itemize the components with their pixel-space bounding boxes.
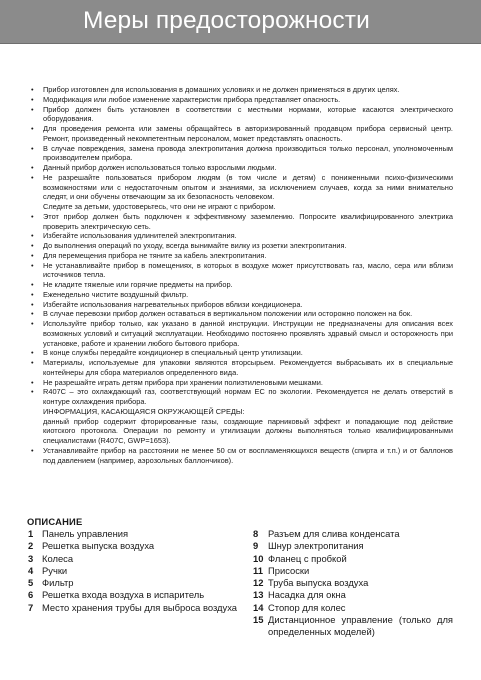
warning-text: • Прибор должен быть установлен в соответствии с местными нормами, которые касаются электрического оборудования. [43,104,453,124]
warnings-list [30,85,453,465]
warning-item [30,300,453,310]
part-item [253,589,453,601]
part-label: Ручки [42,564,68,576]
part-label: Разъем для слива конденсата [268,528,400,539]
part-number: 11 [253,564,263,576]
part-item [253,540,453,552]
part-number: 15 [253,614,264,626]
part-label: Колеса [42,552,74,564]
warning-text: • Данный прибор должен использоваться только взрослыми людьми. [43,163,277,172]
warning-item [30,105,453,125]
warning-item [30,85,453,95]
part-label: Место хранения трубы для выброса воздуха [42,601,238,613]
part-number: 6 [28,589,34,601]
warning-item [30,124,453,144]
part-item [28,553,238,565]
warning-text: ИНФОРМАЦИЯ, КАСАЮЩАЯСЯ ОКРУЖАЮЩЕЙ СРЕДЫ: [43,406,245,416]
part-item [253,565,453,577]
part-label: Панель управления [42,528,129,539]
part-item [253,553,453,565]
warning-text: • R407C – это охлаждающий газ, соответствующий нормам ЕС по экологии. Рекомендуется не делать отверстий в контуре охлаждения прибора. [43,387,453,406]
part-label: Труба выпуска воздуха [268,577,369,589]
warning-text: данный прибор содержит фторированные газы, создающие парниковый эффект и попадающие под действие киотского протокола. Операции по ремонту и утилизации должны выполняться только квалифицированными специалистами (R407C, GWP=1653). [43,416,453,445]
warning-text: • Избегайте использования нагревательных приборов вблизи кондиционера. [43,299,303,309]
parts-list-left [28,528,238,614]
warning-text: • Не разрешайте пользоваться прибором людям (в том числе и детям) с пониженными психо-физическими возможностями или с недостаточным опытом и знаниями, за исключением случаев, когда за ними внимательно следят, и они обучены отвечающим за их безопасность человеком. [43,172,453,202]
warning-item [30,280,453,290]
warning-text: • Прибор изготовлен для использования в домашних условиях и не должен применяться в других целях. [43,85,400,94]
part-item [28,602,238,614]
part-label: Дистанционное управление (только для определенных моделей) [268,614,453,638]
part-item [28,540,238,552]
part-item [253,528,453,540]
description-title: ОПИСАНИЕ [27,516,83,527]
warning-text: • В случае повреждения, замена провода электропитания должна производиться только персонал, уполномоченным производителем прибора. [43,143,453,163]
warning-text: • Не разрешайте играть детям прибора при хранении полиэтиленовыми мешками. [43,377,323,387]
part-label: Решетка входа воздуха в испаритель [42,589,205,601]
warning-item [30,446,453,466]
warning-text: • Еженедельно чистите воздушный фильтр. [43,289,189,299]
warning-item [30,95,453,105]
warning-text: • Не кладите тяжелые или горячие предметы на прибор. [43,280,233,289]
warning-item [30,387,453,446]
part-number: 9 [253,540,259,552]
part-number: 1 [28,528,34,539]
warning-item [30,163,453,173]
warning-text: • Этот прибор должен быть подключен к эффективному заземлению. Попросите квалифицированного электрика проверить электрическую сеть. [43,211,453,231]
part-number: 10 [253,552,264,564]
part-item [28,528,238,540]
part-label: Присоски [268,564,310,576]
warning-item [30,251,453,261]
part-label: Стопор для колес [268,601,346,613]
warning-item [30,144,453,164]
warning-text: Следите за детьми, удостоверьтесь, что они не играют с прибором. [43,202,276,211]
part-item [28,577,238,589]
warning-text: • Не устанавливайте прибор в помещениях, в которых в воздухе может присутствовать газ, масло, сера или вблизи источников тепла. [43,260,453,280]
warning-item [30,319,453,348]
warning-item [30,348,453,358]
warning-item [30,309,453,319]
part-number: 7 [28,601,34,613]
warning-text: • Материалы, используемые для упаковки являются вторсырьем. Рекомендуется выбрасывать их в специальные контейнеры для сбора материалов определенного вида. [43,358,453,377]
part-number: 3 [28,552,34,564]
part-item [28,565,238,577]
warning-text: • До выполнения операций по уходу, всегда вынимайте вилку из розетки электропитания. [43,241,347,250]
warning-text: • Используйте прибор только, как указано в данной инструкции. Инструкции не предназначены для описания всех возможных условий и ситуаций эксплуатации. Необходимо постоянно проявлять здравый смысл и осторожность при установке, работе и хранении любого бытового прибора. [43,319,453,348]
warning-text: • Устанавливайте прибор на расстоянии не менее 50 см от воспламеняющихся веществ (спирта и т.п.) и от баллонов под давлением (например, аэрозольных баллончиков). [43,445,453,465]
warning-item [30,173,453,212]
warning-item [30,231,453,241]
warning-item [30,261,453,281]
part-number: 8 [253,528,259,539]
part-number: 2 [28,540,34,552]
warning-text: • Для проведения ремонта или замены обращайтесь в авторизированный продавцом прибора сервисный центр. Ремонт, произведенный некомпетентным персоналом, может представлять опасность. [43,124,453,143]
part-label: Решетка выпуска воздуха [42,540,155,552]
part-item [253,614,453,639]
parts-list-right [253,528,453,639]
part-item [253,602,453,614]
warning-text: • В случае перевозки прибор должен оставаться в вертикальном положении или осторожно положен на бок. [43,309,413,319]
warning-text: • Избегайте использования удлинителей электропитания. [43,231,237,241]
warning-item [30,212,453,232]
warning-item [30,290,453,300]
warning-item [30,378,453,388]
part-label: Насадка для окна [268,589,346,601]
warning-text: • Для перемещения прибора не тяните за кабель электропитания. [43,250,267,260]
part-number: 5 [28,577,34,589]
warning-item [30,241,453,251]
warning-text: • Модификация или любое изменение характеристик прибора представляет опасность. [43,94,341,104]
part-number: 14 [253,601,264,613]
warning-text: • В конце службы передайте кондиционер в специальный центр утилизации. [43,348,303,358]
part-number: 13 [253,589,264,601]
part-label: Фильтр [42,577,74,589]
warning-item [30,358,453,378]
part-item [253,577,453,589]
part-number: 4 [28,564,34,576]
page-title: Меры предосторожности [83,7,370,34]
part-number: 12 [253,577,264,589]
part-item [28,589,238,601]
part-label: Шнур электропитания [268,540,364,552]
section-header [0,0,481,44]
part-label: Фланец с пробкой [268,552,347,564]
